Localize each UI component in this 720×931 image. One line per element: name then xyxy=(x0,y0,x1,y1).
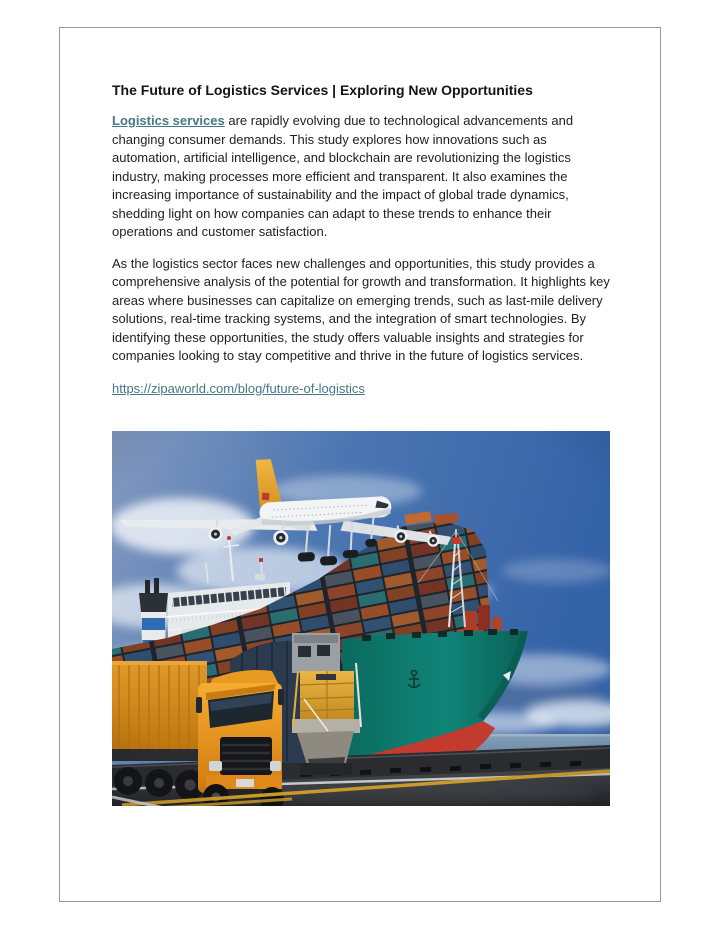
paragraph-1 xyxy=(112,112,611,242)
document-content xyxy=(60,28,660,806)
paragraph-1-text: are rapidly evolving due to technological advancements and changing consumer demands. This study explores how innovations such as automation, artificial intelligence, and blockchain are revolutionizing the logistics industry, making processes more efficient and transparent. It also examines the increasing importance of sustainability and the impact of global trade dynamics, shedding light on how companies can adapt to these trends to enhance their operations and customer satisfaction. xyxy=(112,113,574,239)
page-title: The Future of Logistics Services | Exploring New Opportunities xyxy=(112,82,533,98)
photo-vignette xyxy=(112,431,610,806)
paragraph-2: As the logistics sector faces new challenges and opportunities, this study provides a comprehensive analysis of the potential for growth and transformation. It highlights key areas where businesses can capitalize on emerging trends, such as last-mile delivery solutions, real-time tracking systems, and the integration of smart technologies. By identifying these opportunities, the study offers valuable insights and strategies for companies looking to stay competitive and thrive in the future of logistics services. xyxy=(112,255,610,363)
logistics-photo-illustration xyxy=(112,431,610,806)
article-url-link[interactable]: https://zipaworld.com/blog/future-of-logistics xyxy=(112,380,365,396)
logistics-services-link[interactable]: Logistics services xyxy=(112,113,225,128)
article-url-line xyxy=(112,380,611,399)
hero-image xyxy=(112,431,610,806)
document-page xyxy=(59,27,661,902)
